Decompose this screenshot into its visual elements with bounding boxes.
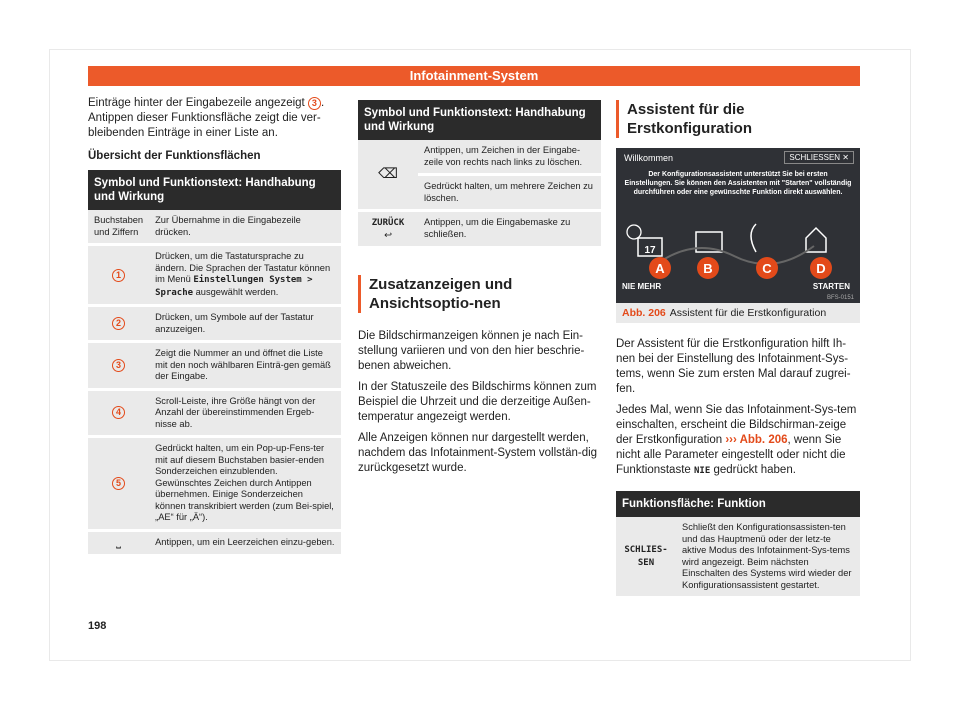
callout-5-icon: 5	[112, 477, 125, 490]
callout-3-icon: 3	[308, 97, 321, 110]
column-middle	[358, 100, 601, 482]
table-row: ⌫ Antippen, um Zeichen in der Eingabe-zeile von rechts nach links zu löschen.	[358, 140, 601, 175]
callout-3-icon: 3	[112, 359, 125, 372]
label-a-text: A	[655, 261, 665, 276]
calendar-day: 17	[644, 245, 656, 256]
back-arrow-icon: ↩	[384, 229, 392, 240]
callout-1-icon: 1	[112, 269, 125, 282]
paragraph: Die Bildschirmanzeigen können je nach Ein-stellung variieren und von den hier beschrie-benen abweichen.	[358, 330, 585, 372]
callout-2-icon: 2	[112, 317, 125, 330]
table-row: 3 Zeigt die Nummer an und öffnet die Liste mit den noch wählbaren Einträ-gen gemäß der Eingabe.	[88, 342, 341, 390]
table-row: Buchstaben und Ziffern Zur Übernahme in die Eingabezeile drücken.	[88, 210, 341, 245]
space-bar-icon: ⎵	[116, 534, 121, 549]
overview-heading: Übersicht der Funktionsflächen	[88, 150, 261, 162]
paragraph: Alle Anzeigen können nur dargestellt werden, nachdem das Infotainment-System vollstän-dig zurückgesetzt wurde.	[358, 432, 598, 474]
never-button[interactable]: NIE MEHR	[622, 282, 662, 291]
function-table-3	[616, 491, 860, 599]
table-row: Gedrückt halten, um mehrere Zeichen zu löschen.	[358, 175, 601, 211]
page-header: Infotainment-System	[88, 66, 860, 86]
label-d-text: D	[816, 261, 826, 276]
paragraph: Jedes Mal, wenn Sie das Infotainment-Sys-tem einschalten, erscheint die Bildschirman-zeige der Erstkonfiguration ››› Abb. 206, wenn Sie nicht alle Parameter eingestellt oder nicht die Funktionstaste NIE gedrückt haben.	[616, 404, 857, 476]
callout-4-icon: 4	[112, 406, 125, 419]
table-row: 5 Gedrückt halten, um ein Pop-up-Fens-ter mit auf diesem Buchstaben basier-enden Sonderzeichen einzublenden. Gewünschtes Zeichen durch Antippen übernehmen. Einige Sonderzeichen können transkribiert werden (zum Bei-spiel, „AE“ für „Ä“).	[88, 437, 341, 531]
table-row: 4 Scroll-Leiste, ihre Größe hängt von der Anzahl der übereinstimmenden Ergeb-nisse ab.	[88, 389, 341, 437]
close-button[interactable]: SCHLIESSEN ✕	[784, 151, 854, 164]
clock-icon	[627, 225, 641, 239]
table-row: 2 Drücken, um Symbole auf der Tastatur anzuzeigen.	[88, 306, 341, 342]
start-button[interactable]: STARTEN	[812, 282, 850, 291]
table-header: Funktionsfläche: Funktion	[616, 491, 860, 517]
screen-message: Der Konfigurationsassistent unterstützt Sie bei ersten Einstellungen. Sie können den Assistenten mit "Starten" vollständig durchführen oder eine gewünschte Funktion direkt auswählen.	[624, 171, 852, 196]
intro-paragraph: Einträge hinter der Eingabezeile angezeigt 3 . Antippen dieser Funktionsfläche zeigt die ver-bleibenden Einträge in einer Liste an.	[88, 97, 325, 139]
paragraph: Der Assistent für die Erstkonfiguration hilft Ih-nen bei der Einstellung des Infotainment-Sys-tems, wenn Sie zum ersten Mal darauf zugrei-fen.	[616, 338, 851, 395]
phone-icon	[751, 224, 756, 252]
function-table-2	[358, 100, 601, 249]
table-header: Symbol und Funktionstext: Handhabung und Wirkung	[88, 170, 341, 210]
table-row: SCHLIES-SEN Schließt den Konfigurationsassisten-ten und das Hauptmenü oder der letz-te aktive Modus des Infotainment-Sys-tems wird angezeigt. Beim nächsten Einschalten des Systems wird wieder der Konfigurationsassistent gestartet.	[616, 517, 860, 598]
table-row: ZURÜCK ↩ Antippen, um die Eingabemaske zu schließen.	[358, 211, 601, 248]
wizard-icons	[616, 206, 860, 286]
label-b-text: B	[703, 261, 713, 276]
figure-code: BFS-0151	[826, 295, 854, 301]
table-header: Symbol und Funktionstext: Handhabung und Wirkung	[358, 100, 601, 140]
close-icon: ✕	[842, 153, 849, 162]
page-number: 198	[88, 620, 107, 632]
label-c-text: C	[762, 261, 772, 276]
setup-assistant-screen	[616, 148, 860, 303]
section-heading-display: Zusatzanzeigen und Ansichtsoptio-nen	[358, 275, 601, 313]
function-table-1	[88, 170, 341, 557]
section-heading-assistant: Assistent für die Erstkonfiguration	[616, 100, 860, 138]
figure-link[interactable]: ››› Abb. 206	[725, 434, 788, 446]
column-left	[88, 96, 341, 557]
table-row: 1 Drücken, um die Tastatursprache zu ändern. Die Sprachen der Tastatur können im Menü Einstellungen System > Sprache ausgewählt werden.	[88, 245, 341, 306]
column-right	[616, 100, 860, 599]
backspace-icon: ⌫	[378, 164, 398, 181]
screen-title: Willkommen	[624, 153, 674, 163]
figure-caption: Abb. 206 Assistent für die Erstkonfiguration	[616, 303, 860, 323]
table-row: ⎵ Antippen, um ein Leerzeichen einzu-geben.	[88, 530, 341, 556]
paragraph: In der Statuszeile des Bildschirms können zum Beispiel die Uhrzeit und die derzeitige Außen-temperatur angezeigt werden.	[358, 381, 597, 423]
